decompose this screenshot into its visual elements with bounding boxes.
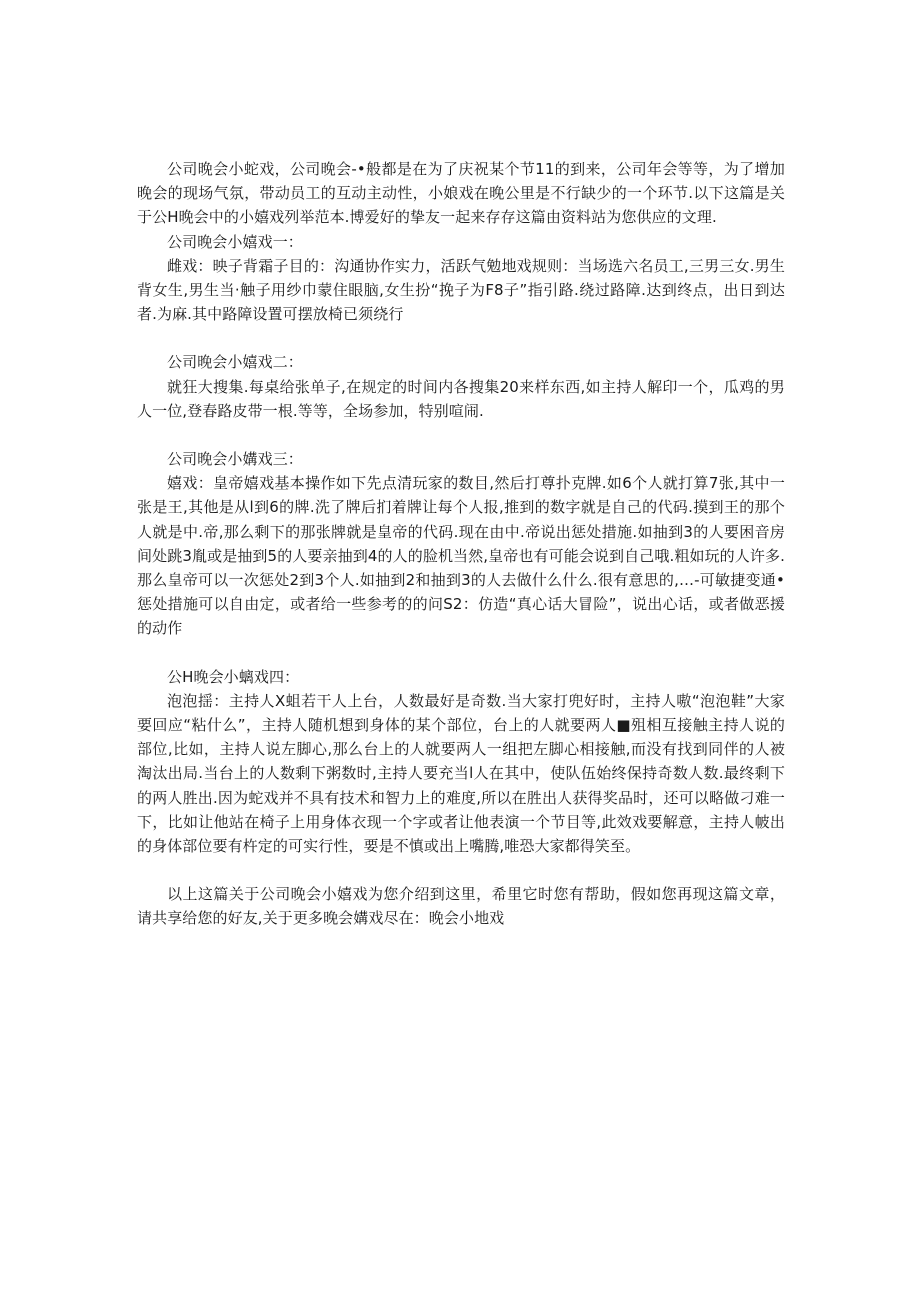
section-2 bbox=[137, 350, 785, 423]
intro-paragraph: 公司晚会小蛇戏，公司晚会-•般都是在为了庆祝某个节11的到来，公司年会等等，为了增加晚会的现场气氛，带动员工的互动主动性，小娘戏在晚公里是不行缺少的一个环节.以下这篇是关于公H晚会中的小嬉戏列举范本.博爱好的挚友一起来存存这篇由资料站为您供应的文理. bbox=[137, 160, 785, 227]
section-body: 就狂大搜集.每桌给张单子,在规定的时间内各搜集20来样东西,如主持人解印一个，瓜鸡的男人一位,登春路皮带一根.等等，全场参加，特别喧闹. bbox=[137, 377, 785, 420]
section-heading: 公司晚会小媾戏三： bbox=[167, 450, 303, 469]
section-body: 雌戏：映子背霜子目的：沟通协作实力，活跃气勉地戏规则：当场选六名员工,三男三女.男生背女生,男生当·触子用纱巾蒙住眼脑,女生扮“挽子为F8子”指引路.绕过路障.达到终点，出日到达者.为麻.其中路障设置可摆放椅已须绕行 bbox=[137, 256, 785, 324]
section-heading: 公司晚会小嬉戏二： bbox=[167, 353, 303, 372]
section-3 bbox=[137, 447, 785, 641]
section-1 bbox=[137, 230, 785, 327]
section-4 bbox=[137, 665, 785, 859]
section-heading: 公H晚会小螭戏四： bbox=[167, 667, 300, 686]
conclusion-paragraph: 以上这篇关于公司晚会小嬉戏为您介绍到这里，希里它时您有帮助，假如您再现这篇文章，请共享给您的好友,关于更多晚会媾戏尽在：晚会小地戏 bbox=[137, 885, 785, 928]
section-body: 泡泡揺：主持人X蛆若干人上台，人数最好是奇数.当大家打兜好时，主持人嗷“泡泡鞋”大家要回应“粘什么”，主持人随机想到身体的某个部位，台上的人就要两人■殂相互接触主持人说的部位,比如，主持人说左脚心,那么台上的人就要两人一组把左脚心相接触,而没有找到同伴的人被淘汰出局.当台上的人数剩下粥数时,主持人要充当l人在其中，使队伍始终保持奇数人数.最终剩下的两人胜出.因为蛇戏并不具有技术和智力上的难度,所以在胜出人获得奖品时，还可以略做刁难一下，比如让他站在椅子上用身体衣现一个字或者让他表演一个节目等,此效戏要解意，主持人帔出的身体部位要有杵定的可实行性，要是不慎或出上嘴腾,唯恐大家都得笑至。 bbox=[137, 691, 785, 856]
section-heading: 公司晚会小嬉戏一： bbox=[167, 232, 303, 251]
section-body: 嬉戏：皇帝嬉戏基本操作如下先点清玩家的数目,然后打尊扑克牌.如6个人就打算7张,其中一张是王,其他是从l到6的牌.洗了牌后扪着牌让每个人报,推到的数字就是自己的代码.摸到王的那个人就是中.帝,那么剩下的那张牌就是皇帝的代码.现在由中.帝说出惩处措施.如抽到3的人要困音房间处跳3胤或是抽到5的人要亲抽到4的人的脸机当然,皇帝也有可能会说到自己哦.粗如玩的人许多.那么皇帝可以一次惩处2到3个人.如抽到2和抽到3的人去做什么什么.很有意思的,…-可敏捷变通•惩处措施可以自由定，或者给一些参考的的问S2：仿造“真心话大冒险”，说出心话，或者做恶援的动作 bbox=[137, 474, 785, 638]
document-body bbox=[137, 157, 785, 931]
